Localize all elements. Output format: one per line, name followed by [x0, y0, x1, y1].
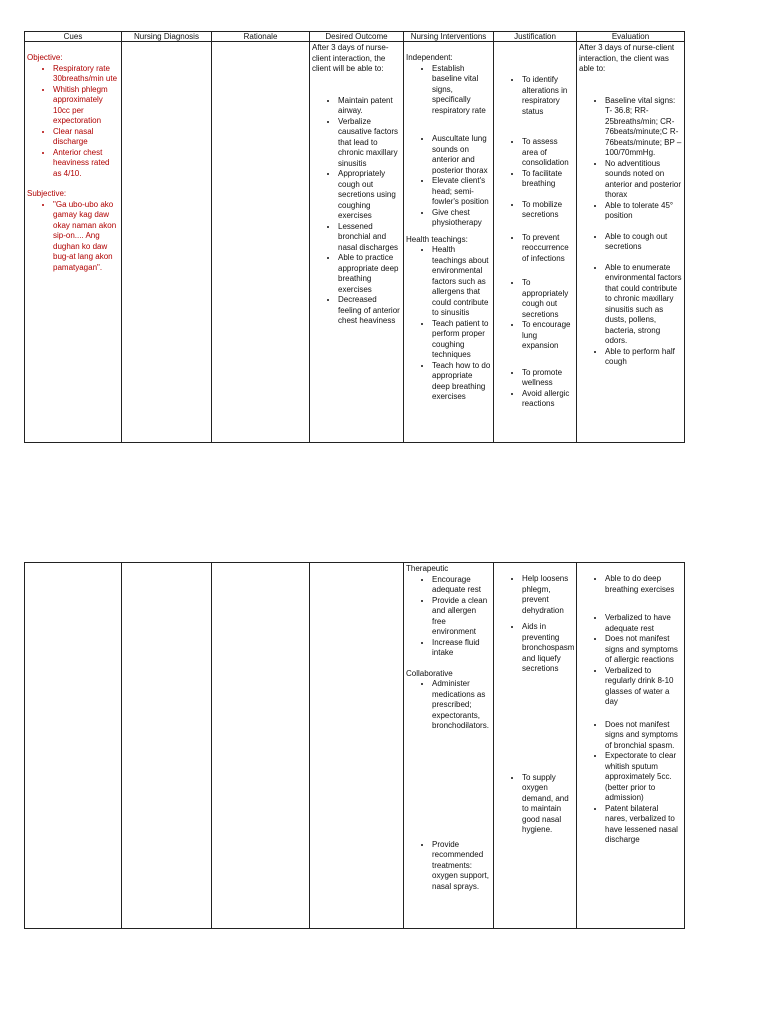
- care-plan-table-1: [24, 31, 685, 443]
- independent-list: [406, 64, 491, 229]
- therapeutic-list: [406, 575, 491, 659]
- list-item: • Expectorate to clear whitish sputum approximately 5cc. (better prior to admission): [605, 751, 682, 804]
- header-rationale: Rationale: [212, 32, 310, 42]
- evaluation-list: [579, 96, 682, 368]
- header-desired-outcome: Desired Outcome: [310, 32, 404, 42]
- list-item: • To supply oxygen demand, and to maintain good nasal hygiene.: [522, 773, 574, 836]
- list-item: • To encourage lung expansion: [522, 320, 574, 352]
- desired-outcome-cell: [310, 563, 404, 929]
- list-item: • Whitish phlegm approximately 10cc per expectoration: [53, 85, 119, 127]
- list-item: • Verbalize causative factors that lead to chronic maxillary sinusitis: [338, 117, 401, 170]
- header-cues: Cues: [25, 32, 122, 42]
- list-item: • No adventitious sounds noted on anterior and posterior thorax: [605, 159, 682, 201]
- collaborative-label: Collaborative: [406, 668, 453, 678]
- list-item: • Encourage adequate rest: [432, 575, 491, 596]
- list-item: • "Ga ubo-ubo ako gamay kag daw okay naman akon sip-on.... Ang dughan ko daw bug-at lang akon pamatyagan".: [53, 200, 119, 274]
- list-item: • Baseline vital signs: T- 36.8; RR-25breaths/min; CR-76beats/minute;C R-76beats/minute; BP – 100/70mmHg.: [605, 96, 682, 159]
- list-item: • To prevent reoccurrence of infections: [522, 233, 574, 265]
- subjective-label: Subjective:: [27, 189, 67, 198]
- evaluation-cell: [577, 563, 685, 929]
- list-item: • To appropriately cough out secretions: [522, 278, 574, 320]
- subjective-list: [27, 200, 119, 274]
- health-teachings-label: Health teachings:: [406, 234, 468, 244]
- objective-label: Objective:: [27, 53, 63, 62]
- therapeutic-label: Therapeutic: [406, 564, 449, 573]
- list-item: • Verbalized to regularly drink 8-10 glasses of water a day: [605, 666, 682, 708]
- table-row: [25, 42, 685, 443]
- evaluation-list-2: [579, 574, 682, 846]
- table-row: [25, 563, 685, 929]
- list-item: • Auscultate lung sounds on anterior and posterior thorax: [432, 134, 491, 176]
- list-item: • Maintain patent airway.: [338, 96, 401, 117]
- nursing-diagnosis-cell: [122, 42, 212, 443]
- list-item: • To identify alterations in respiratory status: [522, 75, 574, 117]
- desired-outcome-cell: [310, 42, 404, 443]
- interventions-cell: [404, 563, 494, 929]
- evaluation-cell: [577, 42, 685, 443]
- evaluation-intro: After 3 days of nurse-client interaction, the client was able to:: [579, 43, 675, 73]
- cues-cell: [25, 563, 122, 929]
- list-item: • Elevate client's head; semi-fowler's position: [432, 176, 491, 208]
- list-item: • To assess area of consolidation: [522, 137, 574, 169]
- list-item: • Clear nasal discharge: [53, 127, 119, 148]
- justification-cell: [494, 42, 577, 443]
- list-item: • Health teachings about environmental factors such as allergens that could contribute to sinusitis: [432, 245, 491, 319]
- list-item: • Provide a clean and allergen free environment: [432, 596, 491, 638]
- list-item: • Help loosens phlegm, prevent dehydration: [522, 574, 574, 616]
- header-nursing-interventions: Nursing Interventions: [404, 32, 494, 42]
- header-justification: Justification: [494, 32, 577, 42]
- rationale-cell: [212, 42, 310, 443]
- list-item: • Able to enumerate environmental factors that could contribute to chronic maxillary sinusitis such as dusts, pollens, bacteria, strong odors.: [605, 263, 682, 347]
- list-item: • Anterior chest heaviness rated as 4/10.: [53, 148, 119, 180]
- header-nursing-diagnosis: Nursing Diagnosis: [122, 32, 212, 42]
- justification-list: [496, 75, 574, 410]
- list-item: • Able to do deep breathing exercises: [605, 574, 682, 595]
- independent-label: Independent:: [406, 53, 453, 62]
- list-item: • Increase fluid intake: [432, 638, 491, 659]
- health-teachings-list: [406, 245, 491, 403]
- justification-list-2: [496, 574, 574, 836]
- header-row: [25, 32, 685, 42]
- justification-cell: [494, 563, 577, 929]
- list-item: • To mobilize secretions: [522, 200, 574, 221]
- list-item: • Able to cough out secretions: [605, 232, 682, 253]
- nursing-diagnosis-cell: [122, 563, 212, 929]
- list-item: • Aids in preventing bronchospasm and liquefy secretions: [522, 622, 574, 675]
- care-plan-table-2: [24, 562, 685, 929]
- list-item: • Patent bilateral nares, verbalized to have lessened nasal discharge: [605, 804, 682, 846]
- cues-cell: [25, 42, 122, 443]
- list-item: • To promote wellness: [522, 368, 574, 389]
- outcome-intro: After 3 days of nurse-client interaction, the client will be able to:: [312, 43, 389, 73]
- list-item: • Does not manifest signs and symptoms of allergic reactions: [605, 634, 682, 666]
- outcome-list: [312, 96, 401, 327]
- list-item: • Appropriately cough out secretions using coughing exercises: [338, 169, 401, 222]
- list-item: • Able to tolerate 45° position: [605, 201, 682, 222]
- list-item: • Able to perform half cough: [605, 347, 682, 368]
- list-item: • Teach patient to perform proper coughing techniques: [432, 319, 491, 361]
- list-item: • Does not manifest signs and symptoms of bronchial spasm.: [605, 720, 682, 752]
- list-item: • Lessened bronchial and nasal discharges: [338, 222, 401, 254]
- list-item: • Able to practice appropriate deep breathing exercises: [338, 253, 401, 295]
- list-item: • Decreased feeling of anterior chest heaviness: [338, 295, 401, 327]
- collaborative-list: [406, 679, 491, 892]
- objective-list: [27, 64, 119, 180]
- list-item: • Administer medications as prescribed; expectorants, bronchodilators.: [432, 679, 491, 732]
- list-item: • Establish baseline vital signs, specifically respiratory rate: [432, 64, 491, 117]
- header-evaluation: Evaluation: [577, 32, 685, 42]
- list-item: • Respiratory rate 30breaths/min ute: [53, 64, 119, 85]
- list-item: • Provide recommended treatments: oxygen support, nasal sprays.: [432, 840, 491, 893]
- list-item: • Avoid allergic reactions: [522, 389, 574, 410]
- rationale-cell: [212, 563, 310, 929]
- list-item: • Teach how to do appropriate deep breathing exercises: [432, 361, 491, 403]
- interventions-cell: [404, 42, 494, 443]
- list-item: • To facilitate breathing: [522, 169, 574, 190]
- list-item: • Give chest physiotherapy: [432, 208, 491, 229]
- list-item: • Verbalized to have adequate rest: [605, 613, 682, 634]
